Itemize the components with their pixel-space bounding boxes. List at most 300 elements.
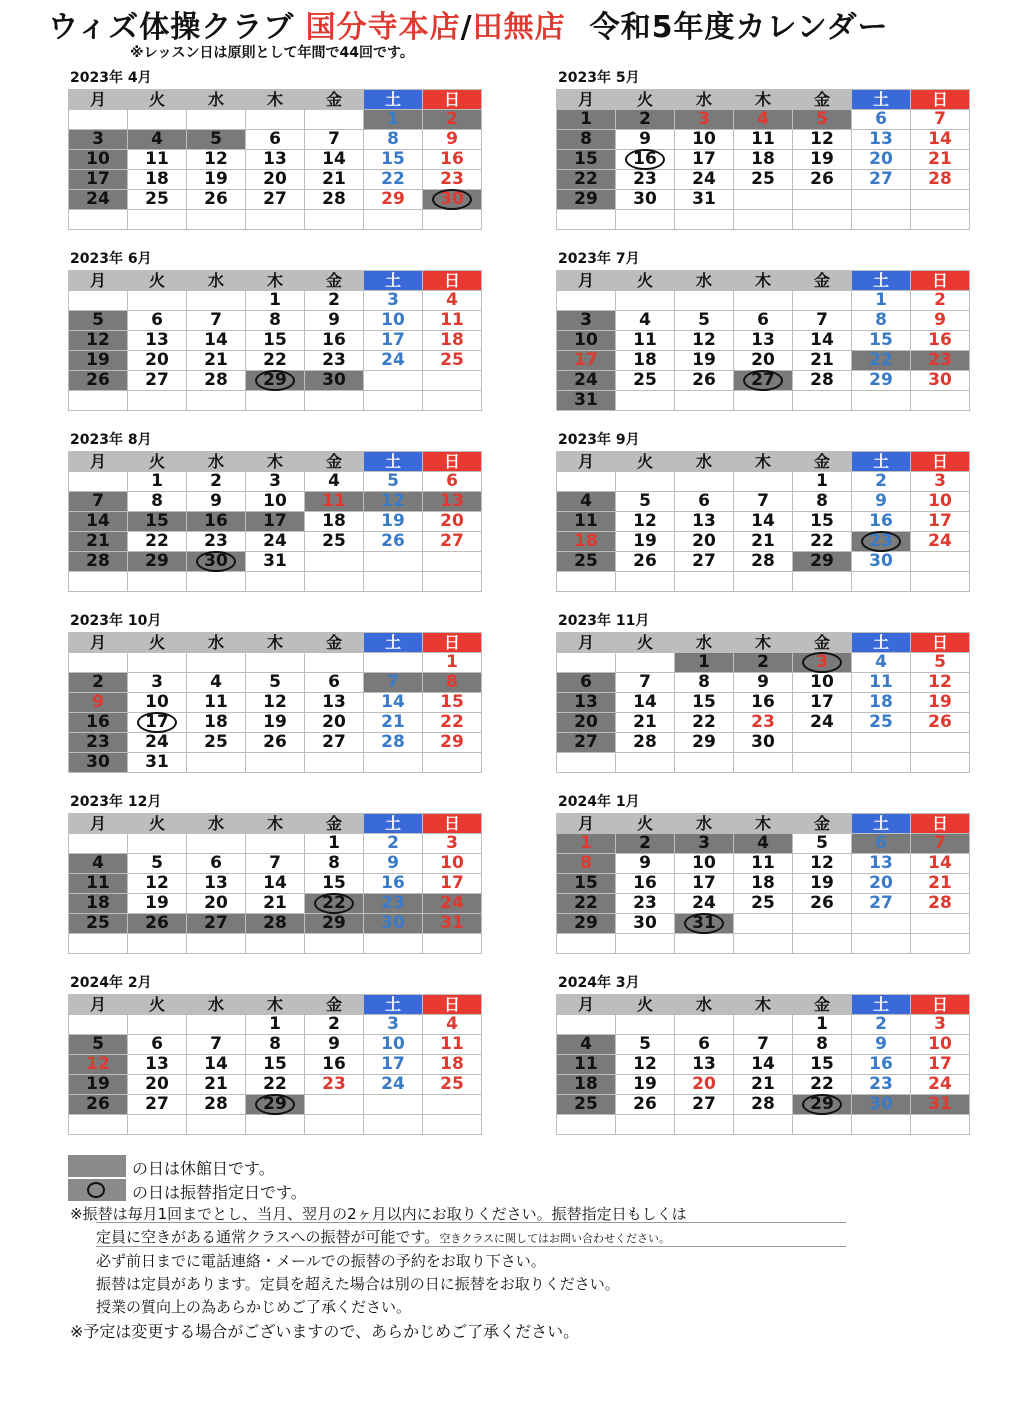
day-cell [364,311,423,331]
empty-cell [557,753,616,773]
day-number: 28 [204,1094,228,1114]
day-number: 30 [322,370,346,390]
day-number: 22 [692,712,716,732]
weekday-header: 日 [423,995,482,1015]
day-cell [423,291,482,311]
day-number: 20 [692,531,716,551]
day-cell [675,1055,734,1075]
empty-cell [423,210,482,230]
empty-cell [305,210,364,230]
day-cell [793,653,852,673]
day-number: 5 [92,310,104,330]
day-number: 24 [692,893,716,913]
weekday-header: 土 [364,995,423,1015]
day-cell [911,673,970,693]
day-number: 15 [692,692,716,712]
day-cell [423,653,482,673]
day-cell [246,1095,305,1115]
empty-cell [305,1095,364,1115]
day-number: 24 [381,1074,405,1094]
day-number: 17 [928,511,952,531]
day-number: 7 [269,853,281,873]
day-number: 28 [633,732,657,752]
month-calendar [556,613,970,773]
day-cell [423,693,482,713]
day-number: 20 [145,350,169,370]
day-number: 6 [757,310,769,330]
weekday-header: 土 [852,90,911,110]
day-cell [364,492,423,512]
day-cell [911,834,970,854]
day-cell [305,331,364,351]
day-cell [793,673,852,693]
day-cell [734,351,793,371]
day-cell [734,331,793,351]
day-number: 2 [210,471,222,491]
day-cell [187,1055,246,1075]
day-cell [305,713,364,733]
day-number: 18 [86,893,110,913]
day-cell [793,834,852,854]
day-cell [305,914,364,934]
month-calendar [556,975,970,1135]
day-number: 12 [86,1054,110,1074]
weekday-header: 金 [305,995,364,1015]
day-number: 2 [639,833,651,853]
empty-cell [675,1015,734,1035]
day-number: 13 [145,330,169,350]
month-label: 2024年 3月 [558,975,640,991]
day-number: 25 [145,189,169,209]
day-number: 3 [151,672,163,692]
day-cell [616,693,675,713]
day-number: 24 [263,531,287,551]
empty-cell [616,1015,675,1035]
day-cell [852,1075,911,1095]
day-number: 17 [928,1054,952,1074]
day-number: 27 [440,531,464,551]
day-cell [616,854,675,874]
day-number: 13 [204,873,228,893]
day-number: 13 [145,1054,169,1074]
day-cell [734,693,793,713]
day-cell [128,1095,187,1115]
empty-cell [364,371,423,391]
day-number: 26 [86,370,110,390]
day-number: 19 [263,712,287,732]
day-cell [557,733,616,753]
day-number: 11 [633,330,657,350]
day-number: 9 [210,491,222,511]
day-number: 24 [145,732,169,752]
day-number: 8 [328,853,340,873]
day-number: 22 [440,712,464,732]
weekday-header: 日 [911,995,970,1015]
weekday-header: 金 [793,633,852,653]
month-label: 2023年 6月 [70,251,152,267]
day-number: 7 [639,672,651,692]
day-cell [423,914,482,934]
month-label: 2023年 12月 [70,794,162,810]
day-number: 3 [269,471,281,491]
day-number: 13 [263,149,287,169]
weekday-header: 日 [911,633,970,653]
day-number: 22 [574,169,598,189]
day-cell [793,1015,852,1035]
day-number: 17 [692,149,716,169]
month-calendar [68,613,482,773]
day-number: 8 [446,672,458,692]
day-number: 7 [92,491,104,511]
empty-cell [911,753,970,773]
day-cell [793,170,852,190]
day-number: 19 [810,149,834,169]
day-number: 17 [145,712,169,732]
day-number: 28 [751,1094,775,1114]
day-cell [364,874,423,894]
weekday-header: 木 [246,814,305,834]
empty-cell [911,733,970,753]
day-cell [187,874,246,894]
day-number: 14 [381,692,405,712]
day-number: 2 [934,290,946,310]
weekday-header: 土 [364,271,423,291]
day-cell [852,1055,911,1075]
day-cell [305,894,364,914]
day-cell [675,150,734,170]
empty-cell [793,934,852,954]
day-cell [305,854,364,874]
day-number: 24 [928,1074,952,1094]
day-cell [557,1095,616,1115]
day-number: 22 [810,531,834,551]
day-cell [246,472,305,492]
day-cell [246,170,305,190]
day-cell [557,552,616,572]
day-cell [793,854,852,874]
empty-cell [557,472,616,492]
day-cell [128,552,187,572]
note-line-2a: 定員に空きがある通常クラスへの振替が可能です。 [96,1228,440,1246]
empty-cell [557,1115,616,1135]
day-number: 23 [633,169,657,189]
day-number: 4 [151,129,163,149]
weekday-header: 日 [423,814,482,834]
day-number: 12 [692,330,716,350]
month-label: 2023年 4月 [70,70,152,86]
day-number: 29 [322,913,346,933]
weekday-header: 日 [911,814,970,834]
day-number: 28 [263,913,287,933]
day-cell [675,170,734,190]
weekday-header: 火 [616,452,675,472]
weekday-header: 木 [734,814,793,834]
day-number: 18 [751,149,775,169]
weekday-header: 土 [852,995,911,1015]
day-cell [852,1015,911,1035]
day-number: 7 [934,109,946,129]
day-cell [246,1055,305,1075]
day-cell [69,1075,128,1095]
empty-cell [128,934,187,954]
weekday-header: 日 [911,90,970,110]
empty-cell [128,572,187,592]
day-number: 7 [328,129,340,149]
day-cell [911,693,970,713]
day-number: 18 [751,873,775,893]
weekday-header: 木 [246,995,305,1015]
day-number: 28 [751,551,775,571]
day-number: 9 [328,310,340,330]
day-cell [852,834,911,854]
day-cell [187,311,246,331]
empty-cell [246,210,305,230]
day-number: 9 [934,310,946,330]
day-cell [675,1095,734,1115]
day-number: 20 [145,1074,169,1094]
day-number: 21 [322,169,346,189]
empty-cell [852,753,911,773]
day-number: 27 [322,732,346,752]
day-number: 22 [381,169,405,189]
empty-cell [734,1015,793,1035]
day-number: 10 [440,853,464,873]
day-cell [911,371,970,391]
divider [96,1222,846,1223]
day-cell [911,311,970,331]
day-number: 5 [210,129,222,149]
weekday-header: 火 [616,995,675,1015]
day-cell [734,834,793,854]
day-cell [616,532,675,552]
empty-cell [305,1115,364,1135]
weekday-header: 木 [246,271,305,291]
day-cell [675,653,734,673]
day-cell [675,492,734,512]
day-number: 19 [928,692,952,712]
day-number: 24 [810,712,834,732]
day-number: 19 [204,169,228,189]
day-cell [423,1035,482,1055]
day-cell [557,834,616,854]
day-cell [852,291,911,311]
day-cell [69,1055,128,1075]
day-cell [187,492,246,512]
day-cell [69,492,128,512]
day-number: 5 [816,833,828,853]
day-number: 12 [633,1054,657,1074]
empty-cell [734,753,793,773]
month-calendar [556,794,970,954]
day-cell [364,472,423,492]
day-cell [852,512,911,532]
day-cell [557,492,616,512]
day-cell [187,552,246,572]
day-cell [305,512,364,532]
day-number: 15 [381,149,405,169]
day-number: 20 [751,350,775,370]
day-number: 27 [869,169,893,189]
day-number: 9 [639,129,651,149]
weekday-header: 金 [305,814,364,834]
day-cell [911,532,970,552]
note-line-2 [96,1226,670,1247]
day-cell [793,150,852,170]
day-number: 18 [633,350,657,370]
day-number: 30 [633,913,657,933]
empty-cell [69,110,128,130]
day-cell [793,1055,852,1075]
empty-cell [675,753,734,773]
empty-cell [364,1115,423,1135]
day-number: 6 [698,491,710,511]
day-number: 14 [751,511,775,531]
weekday-header: 月 [69,90,128,110]
day-number: 12 [633,511,657,531]
day-cell [616,371,675,391]
title-store: 国分寺本店 [305,10,461,45]
weekday-header: 月 [69,814,128,834]
day-cell [852,552,911,572]
day-cell [852,693,911,713]
day-number: 21 [381,712,405,732]
empty-cell [69,291,128,311]
day-cell [911,874,970,894]
day-cell [128,713,187,733]
empty-cell [793,291,852,311]
weekday-header: 土 [852,633,911,653]
empty-cell [246,391,305,411]
day-number: 8 [698,672,710,692]
day-number: 26 [810,169,834,189]
legend-transfer-text: の日は振替指定日です。 [132,1183,307,1202]
day-number: 11 [204,692,228,712]
day-number: 5 [816,109,828,129]
day-cell [616,1075,675,1095]
day-number: 7 [757,491,769,511]
day-cell [187,371,246,391]
day-cell [793,110,852,130]
month-calendar [556,432,970,592]
day-cell [793,311,852,331]
day-cell [187,713,246,733]
weekday-header: 水 [675,814,734,834]
day-number: 29 [263,1094,287,1114]
weekday-header: 水 [675,90,734,110]
weekday-header: 木 [246,452,305,472]
day-number: 10 [381,1034,405,1054]
day-cell [675,331,734,351]
day-number: 26 [692,370,716,390]
day-cell [734,532,793,552]
day-cell [557,311,616,331]
day-number: 3 [387,1014,399,1034]
day-number: 4 [580,491,592,511]
day-number: 12 [928,672,952,692]
note-line-4: 振替は定員があります。定員を超えた場合は別の日に振替をお取りください。 [96,1275,620,1293]
day-cell [675,351,734,371]
day-cell [128,1035,187,1055]
transfer-circle-icon [255,370,295,391]
weekday-header: 木 [246,633,305,653]
empty-cell [246,110,305,130]
day-number: 8 [269,310,281,330]
empty-cell [187,653,246,673]
day-cell [852,472,911,492]
day-cell [187,512,246,532]
day-number: 4 [446,290,458,310]
empty-cell [734,1115,793,1135]
day-number: 12 [381,491,405,511]
day-cell [557,854,616,874]
day-cell [364,914,423,934]
day-cell [734,1035,793,1055]
month-label: 2023年 7月 [558,251,640,267]
day-number: 10 [810,672,834,692]
day-number: 22 [322,893,346,913]
day-cell [557,170,616,190]
day-number: 2 [639,109,651,129]
day-cell [616,170,675,190]
day-number: 23 [86,732,110,752]
day-cell [246,150,305,170]
day-cell [246,1035,305,1055]
day-number: 23 [322,1074,346,1094]
weekday-header: 木 [734,271,793,291]
empty-cell [246,834,305,854]
day-number: 18 [440,1054,464,1074]
month-table [556,813,970,954]
day-number: 27 [692,551,716,571]
day-number: 20 [869,149,893,169]
day-number: 28 [86,551,110,571]
day-number: 16 [204,511,228,531]
divider [96,1246,846,1247]
day-cell [128,693,187,713]
note-line-6: ※予定は変更する場合がございますので、あらかじめご了承ください。 [70,1322,580,1341]
day-number: 5 [698,310,710,330]
day-cell [423,1015,482,1035]
day-cell [793,1095,852,1115]
day-cell [616,130,675,150]
day-number: 28 [381,732,405,752]
weekday-header: 金 [793,814,852,834]
day-cell [852,653,911,673]
day-cell [616,733,675,753]
title-club: ウィズ体操クラブ [48,10,295,45]
day-number: 31 [440,913,464,933]
day-cell [128,311,187,331]
day-number: 20 [440,511,464,531]
day-number: 2 [875,471,887,491]
day-cell [616,331,675,351]
day-cell [911,472,970,492]
empty-cell [793,1115,852,1135]
day-number: 30 [381,913,405,933]
empty-cell [675,1115,734,1135]
day-cell [128,733,187,753]
day-cell [616,874,675,894]
day-number: 28 [928,893,952,913]
day-cell [852,351,911,371]
day-cell [675,532,734,552]
empty-cell [246,934,305,954]
empty-cell [128,110,187,130]
day-number: 29 [145,551,169,571]
day-cell [246,914,305,934]
transfer-circle-icon [196,551,236,572]
day-number: 17 [692,873,716,893]
